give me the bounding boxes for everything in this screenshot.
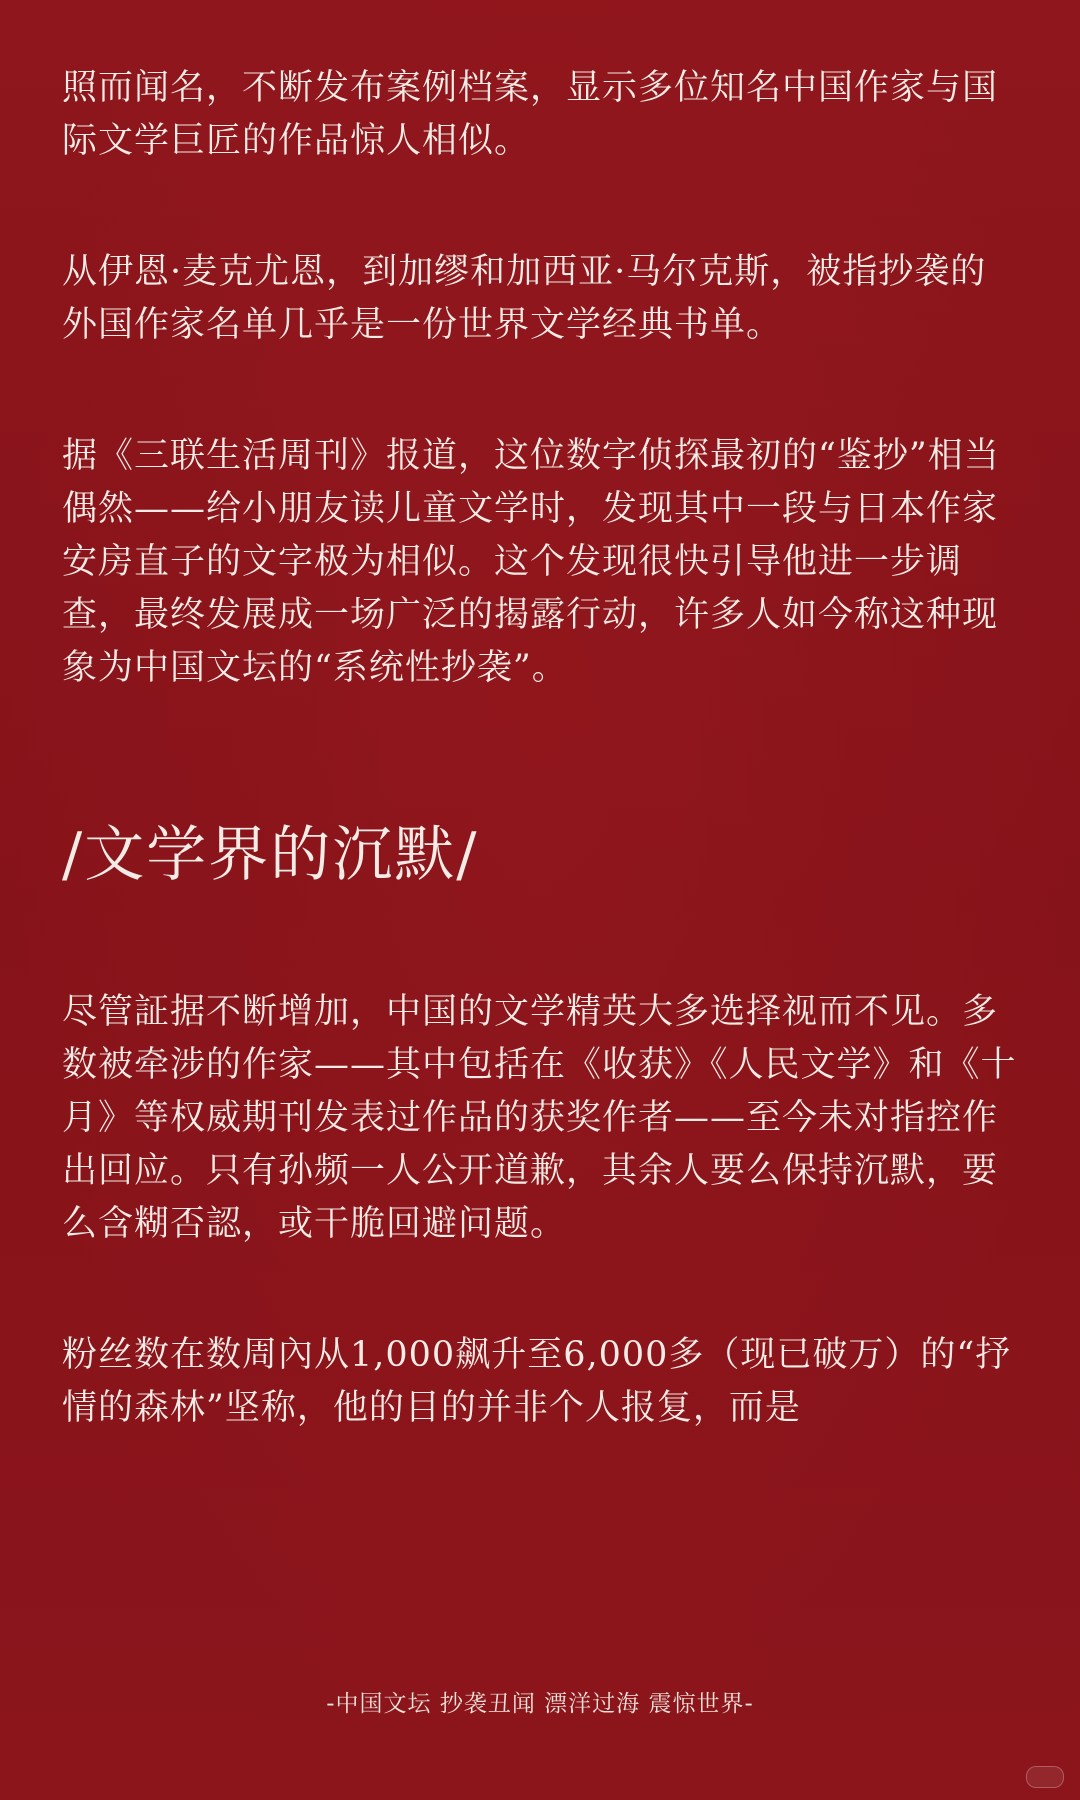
paragraph-5: 粉丝数在数周內从1,000飙升至6,000多（现已破万）的“抒情的森林”坚称，他的目的并非个人报复，而是 [62,1335,1012,1428]
section-heading: /文学界的沉默/ [62,820,479,890]
paragraph-1: 照而闻名，不断发布案例档案，显示多位知名中国作家与国际文学巨匠的作品惊人相似。 [62,68,999,161]
paragraph-3: 据《三联生活周刊》报道，这位数字侦探最初的“鉴抄”相当偶然——给小朋友读儿童文学时，发现其中一段与日本作家安房直子的文字极为相似。这个发现很快引导他进一步调查，最终发展成一场广泛的揭露行动，许多人如今称这种现象为中国文坛的“系统性抄袭”。 [62,436,1000,688]
footer-caption: -中国文坛 抄袭丑闻 漂洋过海 震惊世界- [326,1691,754,1717]
watermark-icon [1026,1766,1064,1788]
paragraph-2: 从伊恩·麦克尤恩，到加缪和加西亚·马尔克斯，被指抄袭的外国作家名单几乎是一份世界文学经典书单。 [62,252,987,345]
paragraph-4: 尽管証据不断增加，中国的文学精英大多选择视而不见。多数被牵涉的作家——其中包括在《收获》《人民文学》和《十月》等权威期刊发表过作品的获奖作者——至今未对指控作出回应。只有孙频一人公开道歉，其余人要么保持沉默，要么含糊否認，或干脆回避问题。 [62,992,1017,1244]
article-body [62,62,1022,1435]
